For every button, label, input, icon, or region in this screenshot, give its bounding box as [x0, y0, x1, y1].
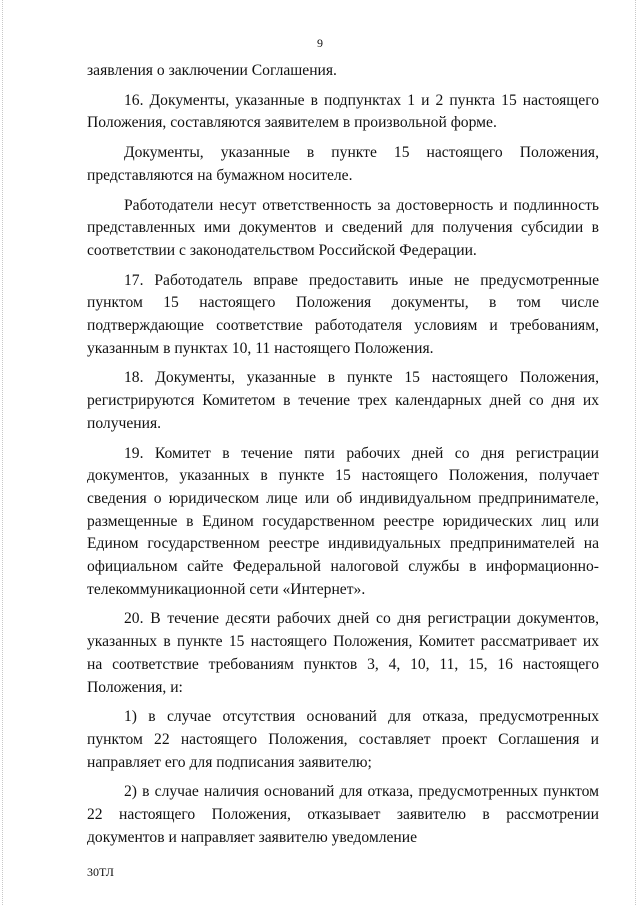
paragraph-item-16: 16. Документы, указанные в подпунктах 1 и 2 пункта 15 настоящего Положения, составляются заявителем в произвольной форме. — [87, 91, 599, 132]
page-number: 9 — [317, 36, 323, 50]
paragraph-subitem-1: 1) в случае отсутствия оснований для отказа, предусмотренных пунктом 22 настоящего Положения, составляет проект Соглашения и направляет его для подписания заявителю; — [87, 708, 599, 771]
scan-edge-left — [2, 0, 4, 905]
footer-document-code: 30ТЛ — [87, 865, 114, 879]
paragraph-employer-responsibility: Работодатели несут ответственность за достоверность и подлинность представленных ими документов и сведений для получения субсидии в соответствии с законодательством Российской Федерации. — [87, 196, 599, 259]
paragraph-item-18: 18. Документы, указанные в пункте 15 настоящего Положения, регистрируются Комитетом в течение трех календарных дней со дня их получения. — [87, 369, 599, 432]
document-body — [87, 60, 599, 857]
paragraph-paper-medium: Документы, указанные в пункте 15 настоящего Положения, представляются на бумажном носителе. — [87, 144, 599, 184]
paragraph-item-19: 19. Комитет в течение пяти рабочих дней со дня регистрации документов, указанных в пункте 15 настоящего Положения, получает сведения о юридическом лице или об индивидуальном предпринимателе, размещенные в Едином государственном реестре юридических лиц или Едином государственном реестре индивидуальных предпринимателей на официальном сайте Федеральной налоговой службы в информационно-телекоммуникационной сети «Интернет». — [87, 444, 599, 598]
paragraph-item-20: 20. В течение десяти рабочих дней со дня регистрации документов, указанных в пункте 15 настоящего Положения, Комитет рассматривает их на соответствие требованиям пунктов 3, 4, 10, 11, 15, 16 настоящего Положения, и: — [87, 610, 599, 696]
paragraph-continuation: заявления о заключении Соглашения. — [87, 62, 337, 79]
scan-edge-right — [635, 0, 637, 905]
paragraph-item-17: 17. Работодатель вправе предоставить иные не предусмотренные пунктом 15 настоящего Положения документы, в том числе подтверждающие соответствие работодателя условиям и требованиям, указанным в пунктах 10, 11 настоящего Положения. — [87, 271, 599, 357]
paragraph-subitem-2: 2) в случае наличия оснований для отказа, предусмотренных пунктом 22 настоящего Положения, отказывает заявителю в рассмотрении документов и направляет заявителю уведомление — [87, 783, 599, 846]
